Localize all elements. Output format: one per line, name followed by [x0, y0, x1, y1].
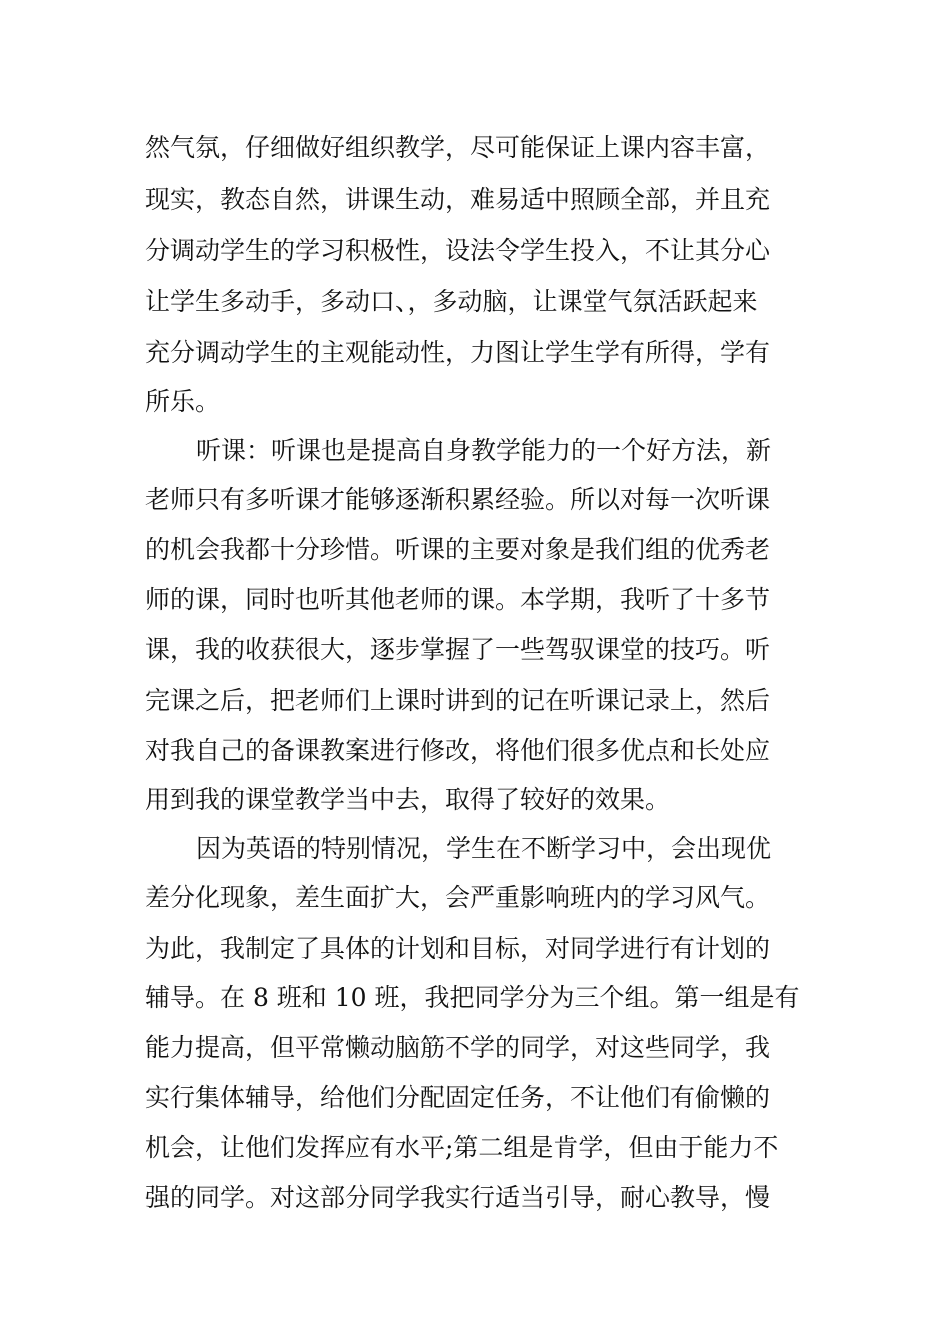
text-line: 充分调动学生的主观能动性，力图让学生学有所得，学有 — [145, 338, 771, 367]
text-line: 实行集体辅导，给他们分配固定任务，不让他们有偷懒的 — [145, 1083, 771, 1112]
text-line: 辅导。在 8 班和 10 班，我把同学分为三个组。第一组是有 — [145, 983, 800, 1012]
text-line: 师的课，同时也听其他老师的课。本学期，我听了十多节 — [145, 585, 771, 614]
text-line: 分调动学生的学习积极性，设法令学生投入，不让其分心 — [145, 236, 771, 265]
text-line: 完课之后，把老师们上课时讲到的记在听课记录上，然后 — [145, 686, 771, 715]
text-line: 所乐。 — [145, 387, 221, 416]
text-line: 用到我的课堂教学当中去，取得了较好的效果。 — [145, 785, 671, 814]
text-line: 的机会我都十分珍惜。听课的主要对象是我们组的优秀老 — [145, 535, 771, 564]
paragraph-first-line: 因为英语的特别情况，学生在不断学习中，会出现优 — [196, 834, 772, 863]
text-line: 强的同学。对这部分同学我实行适当引导，耐心教导，慢 — [145, 1183, 771, 1212]
paragraph-first-line: 听课：听课也是提高自身教学能力的一个好方法，新 — [196, 436, 772, 465]
text-line: 为此，我制定了具体的计划和目标，对同学进行有计划的 — [145, 934, 771, 963]
text-line: 让学生多动手，多动口、，多动脑，让课堂气氛活跃起来 — [145, 287, 758, 316]
text-line: 能力提高，但平常懒动脑筋不学的同学，对这些同学，我 — [145, 1033, 771, 1062]
text-line: 课，我的收获很大，逐步掌握了一些驾驭课堂的技巧。听 — [145, 635, 771, 664]
text-line: 对我自己的备课教案进行修改，将他们很多优点和长处应 — [145, 736, 771, 765]
text-line: 老师只有多听课才能够逐渐积累经验。所以对每一次听课 — [145, 485, 771, 514]
text-line: 现实，教态自然，讲课生动，难易适中照顾全部，并且充 — [145, 185, 771, 214]
text-line: 机会，让他们发挥应有水平;第二组是肯学，但由于能力不 — [145, 1133, 779, 1162]
text-line: 然气氛，仔细做好组织教学，尽可能保证上课内容丰富， — [145, 133, 771, 162]
text-line: 差分化现象，差生面扩大，会严重影响班内的学习风气。 — [145, 883, 771, 912]
